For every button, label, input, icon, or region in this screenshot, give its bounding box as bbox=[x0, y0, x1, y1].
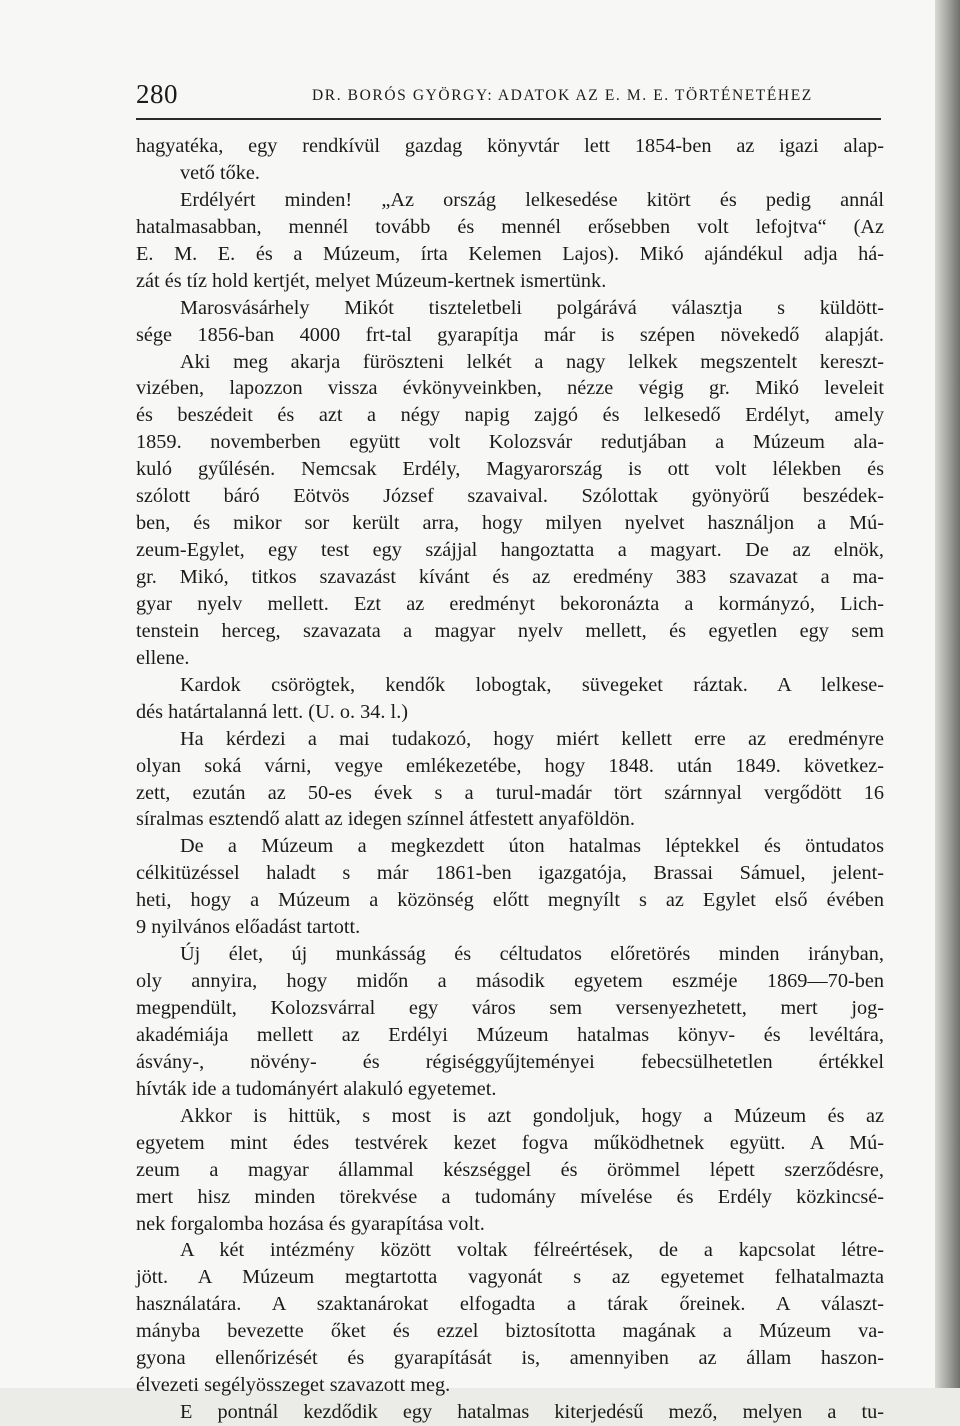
text-line: akadémiája mellett az Erdélyi Múzeum hatalmas könyv- és levéltára, bbox=[136, 1023, 884, 1046]
text-line: zeum-Egylet, egy test egy szájjal hangoztatta a magyart. De az elnök, bbox=[136, 539, 884, 562]
text-line: ásvány-, növény- és régiséggyűjteményei febecsülhetetlen értékkel bbox=[136, 1050, 884, 1073]
text-line: Aki meg akarja füröszteni lelkét a nagy lelkek megszentelt kereszt- bbox=[180, 350, 884, 373]
text-line: hívták ide a tudományért alakuló egyetemet. bbox=[136, 1077, 497, 1100]
text-line: E. M. E. és a Múzeum, írta Kelemen Lajos). Mikó ajándékul adja há- bbox=[136, 242, 884, 265]
text-line: kuló gyűlésén. Nemcsak Erdély, Magyarország is ott volt lélekben és bbox=[136, 458, 884, 481]
text-line: ellene. bbox=[136, 646, 190, 669]
text-line: vető tőke. bbox=[180, 161, 260, 184]
text-line: mert hisz minden törekvése a tudomány mívelése és Erdély közkincsé- bbox=[136, 1185, 884, 1208]
text-line: Kardok csörögtek, kendők lobogtak, süvegeket ráztak. A lelkese- bbox=[180, 673, 884, 696]
text-line: zett, ezután az 50-es évek s a turul-madár tört szárnnyal vergődött 16 bbox=[136, 781, 884, 804]
header-rule bbox=[136, 118, 881, 120]
text-line: tenstein herceg, szavazata a magyar nyelv mellett, és egyetlen egy sem bbox=[136, 619, 884, 642]
text-line: használatára. A szaktanárokat elfogadta a tárak őreinek. A választ- bbox=[136, 1293, 884, 1316]
text-line: olyan soká várni, vegye emlékezetébe, hogy 1848. után 1849. következ- bbox=[136, 754, 884, 777]
text-line: Marosvásárhely Mikót tiszteletbeli polgárává választja s küldött- bbox=[180, 296, 884, 319]
text-line: heti, hogy a Múzeum a közönség előtt megnyílt s az Egylet első évében bbox=[136, 889, 884, 912]
text-line: oly annyira, hogy midőn a második egyetem eszméje 1869—70-ben bbox=[136, 970, 884, 993]
text-line: Erdélyért minden! „Az ország lelkesedése kitört és pedig annál bbox=[180, 188, 884, 211]
text-line: gr. Mikó, titkos szavazást kívánt és az eredmény 383 szavazat a ma- bbox=[136, 566, 884, 588]
page-header bbox=[136, 74, 881, 114]
text-line: hagyatéka, egy rendkívül gazdag könyvtár lett 1854-ben az igazi alap- bbox=[136, 135, 884, 157]
page-number: 280 bbox=[136, 79, 178, 109]
running-head: DR. BORÓS GYÖRGY: ADATOK AZ E. M. E. TÖRTÉNETÉHEZ bbox=[312, 87, 813, 104]
text-line: nek forgalomba hozása és gyarapítása volt. bbox=[136, 1212, 485, 1235]
text-line: zát és tíz hold kertjét, melyet Múzeum-kertnek ismertünk. bbox=[136, 269, 607, 292]
text-line: vizében, lapozzon vissza évkönyveinkben, nézze végig gr. Mikó leveleit bbox=[136, 377, 884, 400]
text-line: Akkor is hittük, s most is azt gondoljuk, hogy a Múzeum és az bbox=[180, 1104, 884, 1127]
text-line: megpendült, Kolozsvárral egy város sem versenyezhetett, mert jog- bbox=[136, 997, 884, 1019]
text-line: jött. A Múzeum megtartotta vagyonát s az egyetemet felhatalmazta bbox=[136, 1266, 884, 1289]
text-line: Új élet, új munkásság és céltudatos előretörés minden irányban, bbox=[180, 943, 884, 966]
text-line: A két intézmény között voltak félreértések, de a kapcsolat létre- bbox=[180, 1239, 884, 1262]
page-edge-shadow bbox=[935, 0, 960, 1388]
text-line: zeum a magyar állammal készséggel és örömmel lépett szerződésre, bbox=[136, 1158, 884, 1181]
text-line: mányba bevezette őket és ezzel biztosította magának a Múzeum va- bbox=[136, 1320, 884, 1343]
text-line: hatalmasabban, mennél tovább és mennél erősebben volt lefojtva“ (Az bbox=[136, 215, 884, 238]
text-line: ben, és mikor sor került arra, hogy milyen nyelvet használjon a Mú- bbox=[136, 512, 884, 535]
text-line: 9 nyilvános előadást tartott. bbox=[136, 916, 361, 939]
text-line: De a Múzeum a megkezdett úton hatalmas léptekkel és öntudatos bbox=[180, 835, 884, 858]
text-line: 1859. novemberben együtt volt Kolozsvár redutjában a Múzeum ala- bbox=[136, 431, 884, 454]
body-text bbox=[136, 133, 884, 1426]
text-line: Ha kérdezi a mai tudakozó, hogy miért kellett erre az eredményre bbox=[180, 727, 884, 750]
text-line: gyar nyelv mellett. Ezt az eredményt bekoronázta a kormányzó, Lich- bbox=[136, 592, 884, 615]
text-line: síralmas esztendő alatt az idegen színnel átfestett anyaföldön. bbox=[136, 808, 635, 831]
text-line: E pontnál kezdődik egy hatalmas kiterjedésű mező, melyen a tu- bbox=[180, 1401, 884, 1424]
text-line: dés határtalanná lett. (U. o. 34. l.) bbox=[136, 700, 409, 723]
text-line: célkitüzéssel haladt s már 1861-ben igazgatója, Brassai Sámuel, jelent- bbox=[136, 862, 884, 885]
text-line: szólott báró Eötvös József szavaival. Szólottak gyönyörű beszédek- bbox=[136, 485, 884, 508]
text-line: és beszédeit és azt a négy napig zajgó és lelkesedő Erdélyt, amely bbox=[136, 404, 884, 427]
text-line: egyetem mint édes testvérek kezet fogva működhetnek együtt. A Mú- bbox=[136, 1131, 884, 1154]
text-line: gyona ellenőrizését és gyarapítását is, amennyiben az állam haszon- bbox=[136, 1347, 884, 1370]
text-line: élvezeti segélyösszeget szavazott meg. bbox=[136, 1374, 451, 1397]
text-line: sége 1856-ban 4000 frt-tal gyarapítja már is szépen növekedő alapját. bbox=[136, 323, 884, 346]
